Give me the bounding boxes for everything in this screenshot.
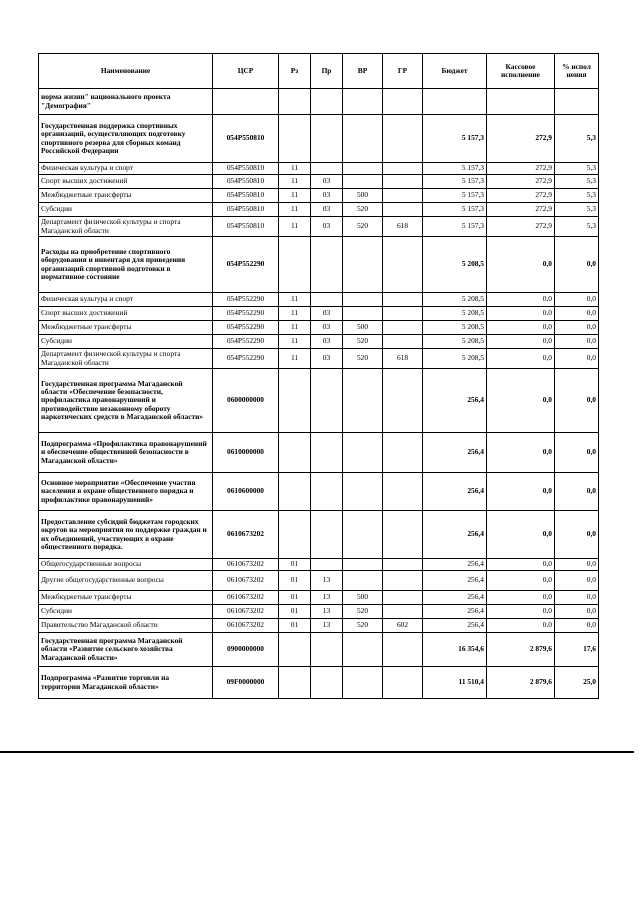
cell-cash: 0,0 <box>487 433 555 473</box>
cell-budget: 256,4 <box>423 511 487 559</box>
cell-pct: 0,0 <box>555 433 599 473</box>
cell-gr <box>383 293 423 307</box>
cell-vr: 520 <box>343 217 383 237</box>
cell-gr <box>383 115 423 163</box>
cell-budget: 5 157,3 <box>423 217 487 237</box>
cell-pr <box>311 473 343 511</box>
cell-gr <box>383 369 423 433</box>
header-vr: ВР <box>343 54 383 89</box>
cell-name: Субсидии <box>39 335 213 349</box>
cell-pct: 5,3 <box>555 163 599 175</box>
cell-csr: 0600000000 <box>213 369 279 433</box>
cell-gr <box>383 511 423 559</box>
cell-budget: 5 208,5 <box>423 349 487 369</box>
cell-name: Субсидии <box>39 605 213 619</box>
header-name: Наименование <box>39 54 213 89</box>
cell-budget: 256,4 <box>423 605 487 619</box>
cell-rz: 01 <box>279 605 311 619</box>
cell-budget: 5 157,3 <box>423 163 487 175</box>
cell-pct: 0,0 <box>555 293 599 307</box>
cell-csr: 0610673202 <box>213 511 279 559</box>
cell-pr <box>311 163 343 175</box>
table-row <box>39 203 599 217</box>
table-row <box>39 473 599 511</box>
cell-vr <box>343 511 383 559</box>
table-row <box>39 559 599 571</box>
cell-pr <box>311 433 343 473</box>
cell-budget: 256,4 <box>423 559 487 571</box>
cell-csr: 054P550810 <box>213 189 279 203</box>
cell-rz: 11 <box>279 307 311 321</box>
table-row <box>39 511 599 559</box>
table-row <box>39 633 599 667</box>
cell-pr: 03 <box>311 335 343 349</box>
cell-rz <box>279 511 311 559</box>
cell-name: Общегосударственные вопросы <box>39 559 213 571</box>
table-row <box>39 667 599 699</box>
cell-cash: 272,9 <box>487 163 555 175</box>
table-row <box>39 571 599 591</box>
cell-gr <box>383 667 423 699</box>
table-row <box>39 217 599 237</box>
cell-cash: 0,0 <box>487 321 555 335</box>
cell-csr: 0610000000 <box>213 433 279 473</box>
table-row <box>39 175 599 189</box>
cell-vr: 520 <box>343 349 383 369</box>
cell-pr <box>311 559 343 571</box>
cell-pr <box>311 511 343 559</box>
cell-cash: 0,0 <box>487 571 555 591</box>
cell-csr: 054P550810 <box>213 115 279 163</box>
cell-name: Предоставление субсидий бюджетам городских округов на мероприятия по поддержке граждан и их объединений, участвующих в охране общественного порядка. <box>39 511 213 559</box>
table-row <box>39 321 599 335</box>
cell-pr <box>311 369 343 433</box>
cell-rz <box>279 369 311 433</box>
cell-budget: 5 208,5 <box>423 237 487 293</box>
cell-vr: 500 <box>343 321 383 335</box>
cell-budget: 256,4 <box>423 619 487 633</box>
cell-budget: 5 157,3 <box>423 115 487 163</box>
cell-vr <box>343 115 383 163</box>
cell-csr: 054P552290 <box>213 237 279 293</box>
cell-pr: 13 <box>311 591 343 605</box>
table-row <box>39 369 599 433</box>
cell-gr <box>383 189 423 203</box>
header-cash: Кассовое исполнение <box>487 54 555 89</box>
cell-csr: 054P550810 <box>213 163 279 175</box>
cell-csr: 0610673202 <box>213 605 279 619</box>
cell-cash: 0,0 <box>487 559 555 571</box>
cell-cash: 272,9 <box>487 217 555 237</box>
cell-gr <box>383 175 423 189</box>
cell-pct: 0,0 <box>555 307 599 321</box>
cell-budget: 256,4 <box>423 369 487 433</box>
header-gr: ГР <box>383 54 423 89</box>
cell-csr: 0610673202 <box>213 619 279 633</box>
cell-rz: 11 <box>279 335 311 349</box>
cell-gr <box>383 559 423 571</box>
cell-cash: 0,0 <box>487 293 555 307</box>
cell-csr: 054P550810 <box>213 203 279 217</box>
cell-budget: 256,4 <box>423 473 487 511</box>
table-row <box>39 237 599 293</box>
cell-budget: 5 157,3 <box>423 203 487 217</box>
cell-vr <box>343 89 383 115</box>
header-pct: % испол нения <box>555 54 599 89</box>
cell-cash: 0,0 <box>487 473 555 511</box>
header-csr: ЦСР <box>213 54 279 89</box>
cell-cash <box>487 89 555 115</box>
cell-cash: 0,0 <box>487 369 555 433</box>
cell-budget: 5 208,5 <box>423 321 487 335</box>
cell-pct: 0,0 <box>555 321 599 335</box>
cell-cash: 0,0 <box>487 619 555 633</box>
cell-pr <box>311 237 343 293</box>
cell-vr <box>343 633 383 667</box>
cell-budget: 5 157,3 <box>423 189 487 203</box>
cell-gr <box>383 89 423 115</box>
cell-name: Расходы на приобретение спортивного оборудования и инвентаря для приведения организаций спортивной подготовки в нормативное состояние <box>39 237 213 293</box>
table-row <box>39 307 599 321</box>
cell-name: Физическая культура и спорт <box>39 293 213 307</box>
cell-rz: 11 <box>279 293 311 307</box>
cell-budget: 256,4 <box>423 571 487 591</box>
table-row <box>39 89 599 115</box>
cell-cash: 0,0 <box>487 605 555 619</box>
cell-rz <box>279 633 311 667</box>
cell-pct: 0,0 <box>555 571 599 591</box>
cell-pct: 5,3 <box>555 115 599 163</box>
cell-pct: 0,0 <box>555 559 599 571</box>
cell-csr: 054P552290 <box>213 335 279 349</box>
cell-pr: 03 <box>311 203 343 217</box>
cell-pr <box>311 633 343 667</box>
cell-rz <box>279 667 311 699</box>
cell-rz <box>279 433 311 473</box>
cell-name: Подпрограмма «Развитие торговли на территории Магаданской области» <box>39 667 213 699</box>
cell-vr <box>343 307 383 321</box>
cell-cash: 0,0 <box>487 307 555 321</box>
cell-pct: 0,0 <box>555 511 599 559</box>
cell-pct: 0,0 <box>555 349 599 369</box>
cell-pct: 0,0 <box>555 591 599 605</box>
cell-vr: 520 <box>343 605 383 619</box>
cell-cash: 272,9 <box>487 115 555 163</box>
cell-vr: 500 <box>343 591 383 605</box>
cell-gr <box>383 307 423 321</box>
cell-rz: 01 <box>279 571 311 591</box>
cell-pr <box>311 667 343 699</box>
cell-vr <box>343 571 383 591</box>
cell-name: Межбюджетные трансферты <box>39 189 213 203</box>
cell-name: Подпрограмма «Профилактика правонарушений и обеспечение общественной безопасности в Магаданской области» <box>39 433 213 473</box>
cell-csr: 09F0000000 <box>213 667 279 699</box>
cell-vr <box>343 175 383 189</box>
cell-name: Межбюджетные трансферты <box>39 321 213 335</box>
cell-csr: 0900000000 <box>213 633 279 667</box>
cell-gr <box>383 321 423 335</box>
cell-cash: 0,0 <box>487 349 555 369</box>
cell-csr: 054P552290 <box>213 321 279 335</box>
cell-name: Основное мероприятие «Обеспечение участия населения в охране общественного порядка и профилактике правонарушений» <box>39 473 213 511</box>
cell-budget: 5 208,5 <box>423 335 487 349</box>
cell-budget: 11 510,4 <box>423 667 487 699</box>
cell-name: Физическая культура и спорт <box>39 163 213 175</box>
cell-gr: 618 <box>383 349 423 369</box>
cell-pr: 13 <box>311 571 343 591</box>
table-row <box>39 335 599 349</box>
cell-rz <box>279 115 311 163</box>
cell-cash: 0,0 <box>487 591 555 605</box>
cell-pr: 03 <box>311 307 343 321</box>
cell-gr <box>383 163 423 175</box>
cell-pct <box>555 89 599 115</box>
cell-csr: 054P552290 <box>213 293 279 307</box>
cell-pr <box>311 293 343 307</box>
cell-vr <box>343 559 383 571</box>
cell-rz: 01 <box>279 619 311 633</box>
cell-vr: 500 <box>343 189 383 203</box>
cell-gr <box>383 203 423 217</box>
table-row <box>39 619 599 633</box>
cell-pct: 5,3 <box>555 217 599 237</box>
cell-gr <box>383 633 423 667</box>
header-rz: Рз <box>279 54 311 89</box>
cell-pct: 5,3 <box>555 189 599 203</box>
cell-pr: 03 <box>311 175 343 189</box>
cell-cash: 272,9 <box>487 189 555 203</box>
cell-pr: 03 <box>311 189 343 203</box>
cell-csr: 0610673202 <box>213 559 279 571</box>
cell-pr: 13 <box>311 619 343 633</box>
cell-cash: 2 879,6 <box>487 633 555 667</box>
cell-csr: 0610673202 <box>213 591 279 605</box>
cell-rz: 11 <box>279 175 311 189</box>
cell-rz: 11 <box>279 217 311 237</box>
cell-pct: 0,0 <box>555 473 599 511</box>
table-body <box>39 89 599 699</box>
cell-pct: 0,0 <box>555 237 599 293</box>
cell-pr <box>311 115 343 163</box>
cell-vr <box>343 433 383 473</box>
cell-pct: 0,0 <box>555 369 599 433</box>
cell-csr: 054P550810 <box>213 217 279 237</box>
cell-gr <box>383 473 423 511</box>
cell-pr: 03 <box>311 349 343 369</box>
cell-cash: 0,0 <box>487 335 555 349</box>
cell-cash: 2 879,6 <box>487 667 555 699</box>
cell-vr: 520 <box>343 335 383 349</box>
cell-gr <box>383 605 423 619</box>
cell-name: Межбюджетные трансферты <box>39 591 213 605</box>
cell-pct: 0,0 <box>555 619 599 633</box>
cell-rz: 11 <box>279 349 311 369</box>
cell-pct: 5,3 <box>555 175 599 189</box>
cell-name: Другие общегосударственные вопросы <box>39 571 213 591</box>
cell-rz: 11 <box>279 321 311 335</box>
cell-csr: 054P552290 <box>213 349 279 369</box>
cell-pct: 0,0 <box>555 335 599 349</box>
cell-pr: 13 <box>311 605 343 619</box>
table-row <box>39 293 599 307</box>
cell-vr <box>343 163 383 175</box>
cell-budget: 5 208,5 <box>423 293 487 307</box>
header-pr: Пр <box>311 54 343 89</box>
cell-budget: 16 354,6 <box>423 633 487 667</box>
cell-rz: 01 <box>279 591 311 605</box>
cell-cash: 0,0 <box>487 511 555 559</box>
cell-name: Государственная программа Магаданской области «Развитие сельского хозяйства Магаданской области» <box>39 633 213 667</box>
cell-gr: 602 <box>383 619 423 633</box>
cell-rz <box>279 237 311 293</box>
cell-vr <box>343 293 383 307</box>
cell-csr: 0610600000 <box>213 473 279 511</box>
cell-rz <box>279 89 311 115</box>
cell-csr: 0610673202 <box>213 571 279 591</box>
cell-rz: 11 <box>279 203 311 217</box>
cell-budget: 256,4 <box>423 433 487 473</box>
cell-name: Департамент физической культуры и спорта Магаданской области <box>39 349 213 369</box>
cell-name: Правительство Магаданской области <box>39 619 213 633</box>
cell-rz: 11 <box>279 189 311 203</box>
cell-pr <box>311 89 343 115</box>
cell-pr: 03 <box>311 217 343 237</box>
cell-name: Департамент физической культуры и спорта Магаданской области <box>39 217 213 237</box>
table-row <box>39 591 599 605</box>
cell-pct: 25,0 <box>555 667 599 699</box>
cell-budget: 256,4 <box>423 591 487 605</box>
cell-gr: 618 <box>383 217 423 237</box>
table-row <box>39 189 599 203</box>
cell-vr <box>343 369 383 433</box>
cell-budget: 5 208,5 <box>423 307 487 321</box>
cell-csr: 054P552290 <box>213 307 279 321</box>
cell-rz: 01 <box>279 559 311 571</box>
cell-name: Государственная поддержка спортивных организаций, осуществляющих подготовку спортивного резерва для сборных команд Российской Федерации <box>39 115 213 163</box>
table-row <box>39 115 599 163</box>
cell-name: Государственная программа Магаданской области «Обеспечение безопасности, профилактика правонарушений и противодействие незаконному обороту наркотических средств в Магаданской области» <box>39 369 213 433</box>
cell-pct: 17,6 <box>555 633 599 667</box>
cell-rz: 11 <box>279 163 311 175</box>
cell-rz <box>279 473 311 511</box>
cell-pct: 0,0 <box>555 605 599 619</box>
cell-gr <box>383 591 423 605</box>
table-header <box>39 54 599 89</box>
cell-pct: 5,3 <box>555 203 599 217</box>
cell-budget: 5 157,3 <box>423 175 487 189</box>
page-bottom-rule <box>0 751 634 753</box>
budget-table <box>38 53 599 699</box>
cell-csr: 054P550810 <box>213 175 279 189</box>
cell-name: норма жизни" национального проекта "Демография" <box>39 89 213 115</box>
table-row <box>39 433 599 473</box>
cell-vr: 520 <box>343 203 383 217</box>
cell-csr <box>213 89 279 115</box>
cell-vr <box>343 237 383 293</box>
cell-pr: 03 <box>311 321 343 335</box>
cell-vr <box>343 667 383 699</box>
cell-vr <box>343 473 383 511</box>
header-budget: Бюджет <box>423 54 487 89</box>
cell-vr: 520 <box>343 619 383 633</box>
cell-name: Спорт высших достижений <box>39 307 213 321</box>
cell-gr <box>383 237 423 293</box>
cell-budget <box>423 89 487 115</box>
cell-gr <box>383 571 423 591</box>
cell-cash: 272,9 <box>487 203 555 217</box>
cell-gr <box>383 335 423 349</box>
cell-cash: 0,0 <box>487 237 555 293</box>
cell-name: Спорт высших достижений <box>39 175 213 189</box>
cell-name: Субсидии <box>39 203 213 217</box>
table-row <box>39 163 599 175</box>
table-row <box>39 605 599 619</box>
table-row <box>39 349 599 369</box>
cell-cash: 272,9 <box>487 175 555 189</box>
cell-gr <box>383 433 423 473</box>
